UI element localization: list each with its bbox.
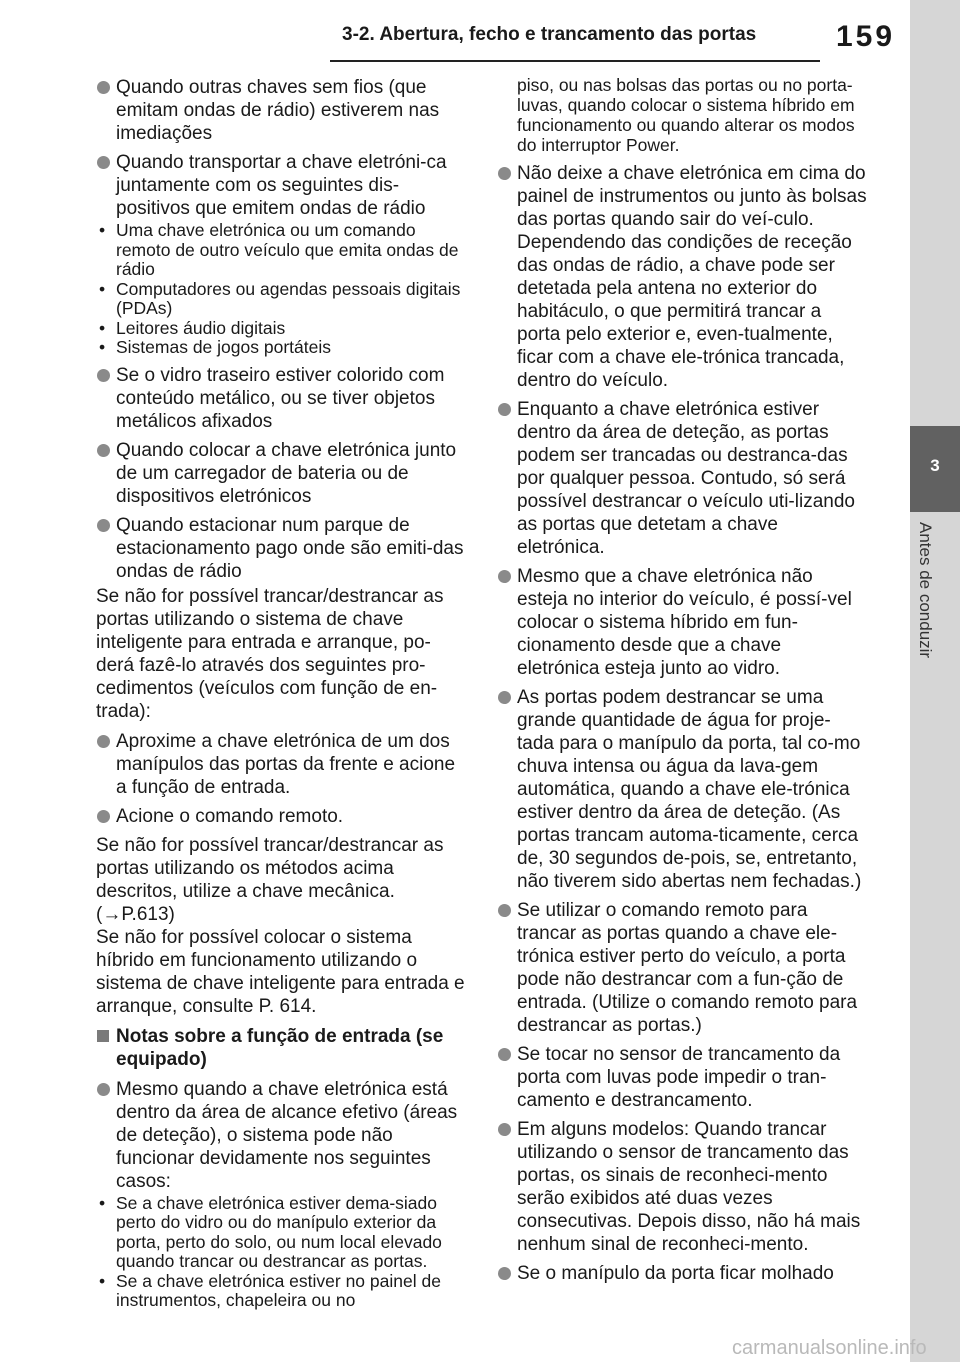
sub-list [96,1194,466,1311]
bullet-dot-icon [97,1083,110,1096]
bullet-dot-icon [498,691,511,704]
sub-list-item: • Uma chave eletrónica ou um comando remoto de outro veículo que emita ondas de rádio [96,221,466,280]
paragraph: Se não for possível trancar/destrancar as portas utilizando os métodos acima descritos, utilize a chave mecânica. (→P.613) [96,834,444,925]
paragraph: Se não for possível colocar o sistema híbrido em funcionamento utilizando o sistema de chave inteligente para entrada e arranque, consulte P. 614. [96,926,465,1017]
paragraph: Se não for possível trancar/destrancar as portas utilizando o sistema de chave inteligente para entrada e arranque, po-derá fazê-lo através dos seguintes pro-cedimentos (veículos com função de en-trada): [96,585,444,722]
right-column [497,76,867,1291]
chapter-label: Antes de conduzir [916,522,935,659]
bullet-dot-icon [97,81,110,94]
heading-square-icon [97,1030,109,1042]
list-item: As portas podem destrancar se uma grande quantidade de água for proje-tada para o manípulo da porta, tal co-mo chuva intensa ou água da lava-gem automática, quando a chave ele-trónica estiver dentro da área de deteção. (As portas trancam automa-ticamente, cerca de, 30 segundos de-pois, se, entretanto, não tiverem sido abertas nem fechadas.) [497,686,867,893]
bullet-dot-icon [97,369,110,382]
bullet-dot-icon [498,1123,511,1136]
list-item: Quando estacionar num parque de estacionamento pago onde são emiti-das ondas de rádio [96,514,466,583]
list-item: Se utilizar o comando remoto para trancar as portas quando a chave ele-trónica estiver perto do veículo, a porta pode não destrancar com a fun-ção de entrada. (Utilize o comando remoto para destrancar as portas.) [497,899,867,1037]
watermark: carmanualsonline.info [732,1337,927,1359]
sub-list-item: • Se a chave eletrónica estiver dema-siado perto do vidro ou do manípulo exterior da porta, perto do solo, ou num local elevado quando trancar ou destrancar as portas. [96,1194,466,1272]
section-title: 3-2. Abertura, fecho e trancamento das portas [342,24,757,45]
list-item: Acione o comando remoto. [96,805,466,828]
list-item: Em alguns modelos: Quando trancar utilizando o sensor de trancamento das portas, os sinais de reconheci-mento serão exibidos até duas vezes consecutivas. Depois disso, não há mais nenhum sinal de reconheci-mento. [497,1118,867,1256]
bullet-dot-icon [498,167,511,180]
bullet-dot-icon [498,1267,511,1280]
bullet-dot-icon [498,403,511,416]
bullet-dot-icon [498,1048,511,1061]
list-item: Não deixe a chave eletrónica em cima do painel de instrumentos ou junto às bolsas das portas quando sair do veí-culo. Dependendo das condições de receção das ondas de rádio, a chave pode ser detetada pela antena no exterior do habitáculo, o que permitirá trancar a porta pelo exterior e, even-tualmente, ficar com a chave ele-trónica trancada, dentro do veículo. [497,162,867,392]
sub-list [96,221,466,358]
bullet-dot-icon [97,519,110,532]
sub-list-item: • Se a chave eletrónica estiver no painel de instrumentos, chapeleira ou no [96,1272,466,1311]
list-item: Se tocar no sensor de trancamento da porta com luvas pode impedir o tran-camento e destrancamento. [497,1043,867,1112]
list-item: Mesmo que a chave eletrónica não esteja no interior do veículo, é possí-vel colocar o sistema híbrido em fun-cionamento desde que a chave eletrónica esteja junto ao vidro. [497,565,867,680]
page-number: 159 [836,20,896,53]
list-item: Quando colocar a chave eletrónica junto de um carregador de bateria ou de dispositivos eletrónicos [96,439,466,508]
bullet-dot-icon [97,735,110,748]
sub-list-item: • Leitores áudio digitais [96,319,466,339]
section-heading: Notas sobre a função de entrada (se equipado) [96,1025,466,1071]
list-item: Se o vidro traseiro estiver colorido com conteúdo metálico, ou se tiver objetos metálicos afixados [96,364,466,433]
bullet-dot-icon [498,570,511,583]
list-item: Mesmo quando a chave eletrónica está dentro da área de alcance efetivo (áreas de deteção), o sistema pode não funcionar devidamente nos seguintes casos: [96,1078,466,1193]
list-item: Quando transportar a chave eletróni-ca juntamente com os seguintes dis-positivos que emitem ondas de rádio [96,151,466,220]
continued-sub-item: piso, ou nas bolsas das portas ou no porta-luvas, quando colocar o sistema híbrido em funcionamento ou quando alterar os modos do interruptor Power. [517,75,855,155]
list-item: Quando outras chaves sem fios (que emitam ondas de rádio) estiverem nas imediações [96,76,466,145]
sub-list-item: • Computadores ou agendas pessoais digitais (PDAs) [96,280,466,319]
bullet-dot-icon [97,444,110,457]
left-column [96,76,466,1317]
sub-list-item: • Sistemas de jogos portáteis [96,338,466,358]
bullet-dot-icon [498,904,511,917]
list-item: Se o manípulo da porta ficar molhado [497,1262,867,1285]
header-rule [330,60,820,62]
chapter-tab-bar [910,0,960,1362]
list-item: Enquanto a chave eletrónica estiver dentro da área de deteção, as portas podem ser trancadas ou destranca-das por qualquer pessoa. Contudo, só será possível destrancar o veículo uti-lizando as portas que detetam a chave eletrónica. [497,398,867,559]
bullet-dot-icon [97,810,110,823]
bullet-dot-icon [97,156,110,169]
list-item: Aproxime a chave eletrónica de um dos manípulos das portas da frente e acione a função de entrada. [96,730,466,799]
chapter-number: 3 [930,456,940,475]
